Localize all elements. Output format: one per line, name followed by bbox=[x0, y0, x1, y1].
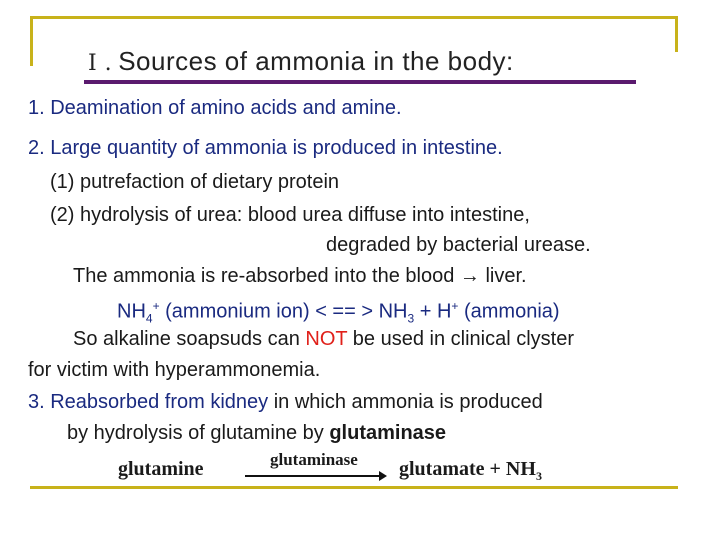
proton-superscript: + bbox=[451, 299, 459, 313]
line-deamination: 1. Deamination of amino acids and amine. bbox=[28, 97, 402, 119]
frame-top-border bbox=[30, 16, 678, 19]
line-intestine: 2. Large quantity of ammonia is produced in intestine. bbox=[28, 137, 503, 159]
reaction-arrow-shaft bbox=[245, 475, 383, 477]
reaction-enzyme: glutaminase bbox=[270, 450, 358, 469]
reaction-product-subscript: 3 bbox=[535, 469, 542, 483]
reaction-arrow-head bbox=[379, 471, 387, 481]
kidney-text-a: 3. Reabsorbed from kidney bbox=[28, 391, 269, 413]
line-hyperammonemia: for victim with hyperammonemia. bbox=[28, 359, 321, 381]
nh4-superscript: + bbox=[152, 299, 160, 313]
line-ammonium-equilibrium bbox=[117, 294, 560, 331]
nh4-text: NH bbox=[117, 300, 146, 323]
line-soapsuds bbox=[73, 327, 574, 351]
proton-text: + H bbox=[414, 300, 452, 323]
reaction-product bbox=[399, 457, 542, 488]
line-kidney bbox=[28, 390, 543, 414]
line-glutamine-hydrolysis bbox=[67, 421, 446, 445]
ammonia-label: (ammonia) bbox=[458, 300, 560, 323]
not-emphasis: NOT bbox=[305, 328, 348, 350]
soapsuds-text-b: be used in clinical clyster bbox=[347, 328, 575, 350]
nh3-subscript: 3 bbox=[407, 311, 415, 326]
glutaminase-emphasis: glutaminase bbox=[329, 422, 447, 444]
title-underline bbox=[84, 80, 636, 84]
frame-right-border bbox=[675, 16, 678, 52]
title-text: Sources of ammonia in the body: bbox=[118, 46, 514, 76]
line-putrefaction: (1) putrefaction of dietary protein bbox=[50, 171, 340, 193]
kidney-text-b: in which ammonia is produced bbox=[268, 391, 543, 413]
frame-left-border bbox=[30, 16, 33, 66]
hydrolysis-text: by hydrolysis of glutamine by bbox=[67, 422, 330, 444]
reaction-product-text: glutamate + NH bbox=[399, 458, 536, 480]
line-urea-hydrolysis: (2) hydrolysis of urea: blood urea diffuse into intestine, bbox=[50, 204, 530, 226]
line-bacterial-urease: degraded by bacterial urease. bbox=[326, 234, 591, 256]
line-reabsorbed-liver: The ammonia is re-absorbed into the blood → liver. bbox=[73, 265, 527, 287]
frame-bottom-border bbox=[30, 486, 678, 489]
reaction-substrate: glutamine bbox=[118, 458, 204, 480]
nh4-subscript: 4 bbox=[145, 311, 153, 326]
equilibrium-text: (ammonium ion) < == > NH bbox=[159, 300, 408, 323]
title-roman-numeral: I . bbox=[88, 51, 113, 76]
soapsuds-text-a: So alkaline soapsuds can bbox=[73, 328, 306, 350]
slide-title bbox=[88, 46, 514, 77]
